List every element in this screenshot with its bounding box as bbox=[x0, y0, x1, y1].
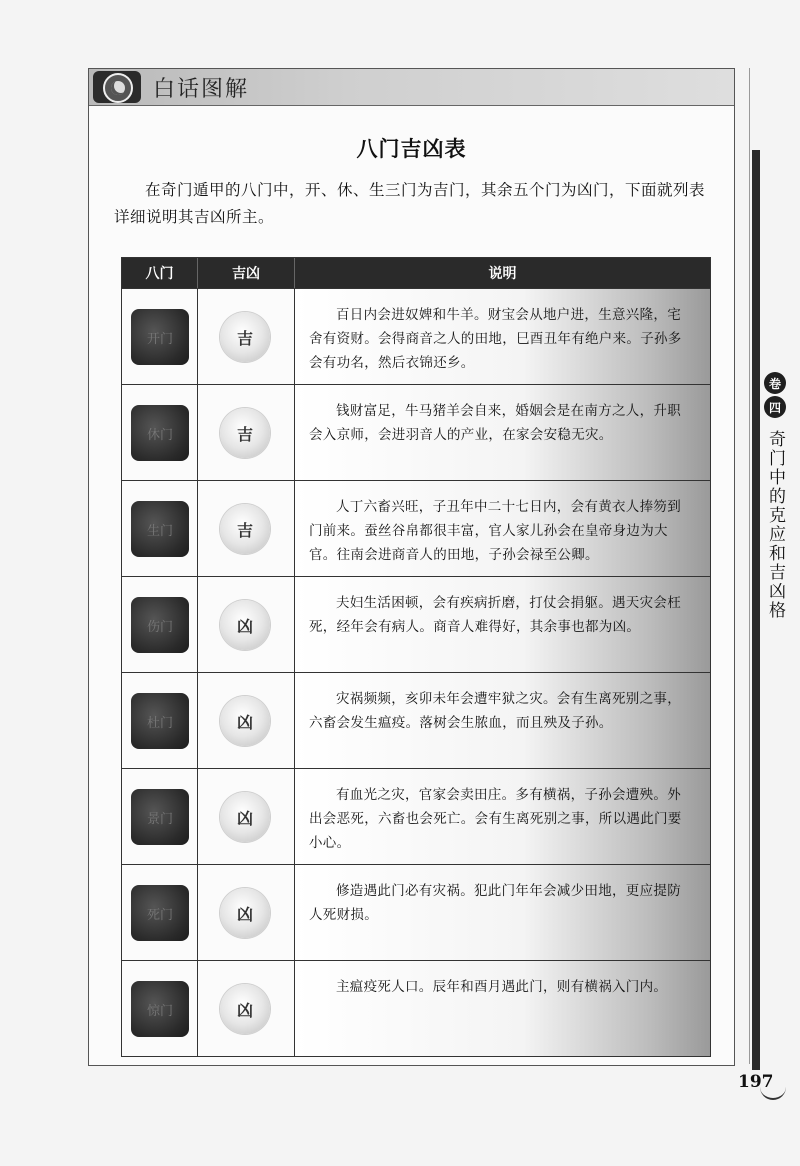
table-row bbox=[122, 480, 710, 576]
table-header bbox=[122, 258, 710, 288]
gate-description: 修造遇此门必有灾祸。犯此门年年会减少田地，更应提防人死财损。 bbox=[295, 865, 710, 960]
page-ornament-icon bbox=[760, 1080, 786, 1100]
page-number: 197 bbox=[738, 1072, 774, 1092]
gate-seal: 景门 bbox=[131, 789, 189, 845]
gate-description: 灾祸频频，亥卯未年会遭牢狱之灾。会有生离死别之事，六畜会发生瘟疫。落树会生脓血，而且殃及子孙。 bbox=[295, 673, 710, 768]
table-row bbox=[122, 960, 710, 1056]
header-gate: 八门 bbox=[122, 258, 198, 288]
gate-description: 夫妇生活困顿，会有疾病折磨，打仗会捐躯。遇天灾会枉死，经年会有病人。商音人难得好，其余事也都为凶。 bbox=[295, 577, 710, 672]
verdict-badge: 吉 bbox=[220, 504, 270, 554]
gate-description: 人丁六畜兴旺，子丑年中二十七日内，会有黄衣人捧笏到门前来。蚕丝谷帛都很丰富，官人家儿孙会在皇帝身边为大官。往南会进商音人的田地，子孙会禄至公卿。 bbox=[295, 481, 710, 576]
gate-description: 钱财富足，牛马猪羊会自来，婚姻会是在南方之人，升职会入京师，会进羽音人的产业，在家会安稳无灾。 bbox=[295, 385, 710, 480]
gate-seal: 伤门 bbox=[131, 597, 189, 653]
gate-seal: 休门 bbox=[131, 405, 189, 461]
table-row bbox=[122, 768, 710, 864]
table-row bbox=[122, 288, 710, 384]
section-banner bbox=[89, 69, 734, 106]
gate-seal: 开门 bbox=[131, 309, 189, 365]
table-row bbox=[122, 384, 710, 480]
verdict-badge: 吉 bbox=[220, 312, 270, 362]
verdict-badge: 凶 bbox=[220, 888, 270, 938]
table-row bbox=[122, 672, 710, 768]
verdict-badge: 凶 bbox=[220, 696, 270, 746]
eight-gates-table bbox=[121, 257, 711, 1057]
volume-char: 四 bbox=[764, 396, 786, 418]
gate-seal: 生门 bbox=[131, 501, 189, 557]
banner-title: 白话图解 bbox=[153, 77, 250, 102]
table-row bbox=[122, 864, 710, 960]
banner-emblem-icon bbox=[93, 71, 141, 103]
volume-char: 卷 bbox=[764, 372, 786, 394]
content-panel bbox=[88, 68, 735, 1066]
gate-description: 有血光之灾，官家会卖田庄。多有横祸，子孙会遭殃。外出会恶死，六畜也会死亡。会有生离死别之事，所以遇此门要小心。 bbox=[295, 769, 710, 864]
side-tab-bar bbox=[752, 150, 760, 1070]
page-title: 八门吉凶表 bbox=[356, 137, 467, 161]
volume-marker bbox=[763, 372, 787, 418]
gate-description: 百日内会进奴婢和牛羊。财宝会从地户进，生意兴隆，宅舍有资财。会得商音之人的田地，巳酉丑年有绝户来。子孙多会有功名，然后衣锦还乡。 bbox=[295, 289, 710, 384]
verdict-badge: 凶 bbox=[220, 984, 270, 1034]
verdict-badge: 凶 bbox=[220, 600, 270, 650]
table-row bbox=[122, 576, 710, 672]
verdict-badge: 凶 bbox=[220, 792, 270, 842]
chapter-title: 奇门中的克应和吉凶格 bbox=[765, 430, 785, 620]
gate-description: 主瘟疫死人口。辰年和酉月遇此门，则有横祸入门内。 bbox=[295, 961, 710, 1056]
gate-seal: 杜门 bbox=[131, 693, 189, 749]
gate-seal: 惊门 bbox=[131, 981, 189, 1037]
intro-paragraph: 在奇门遁甲的八门中，开、休、生三门为吉门，其余五个门为凶门，下面就列表详细说明其吉凶所主。 bbox=[114, 181, 706, 226]
gate-seal: 死门 bbox=[131, 885, 189, 941]
margin-rule bbox=[749, 68, 750, 1064]
header-verdict: 吉凶 bbox=[198, 258, 295, 288]
verdict-badge: 吉 bbox=[220, 408, 270, 458]
header-description: 说明 bbox=[488, 266, 517, 282]
